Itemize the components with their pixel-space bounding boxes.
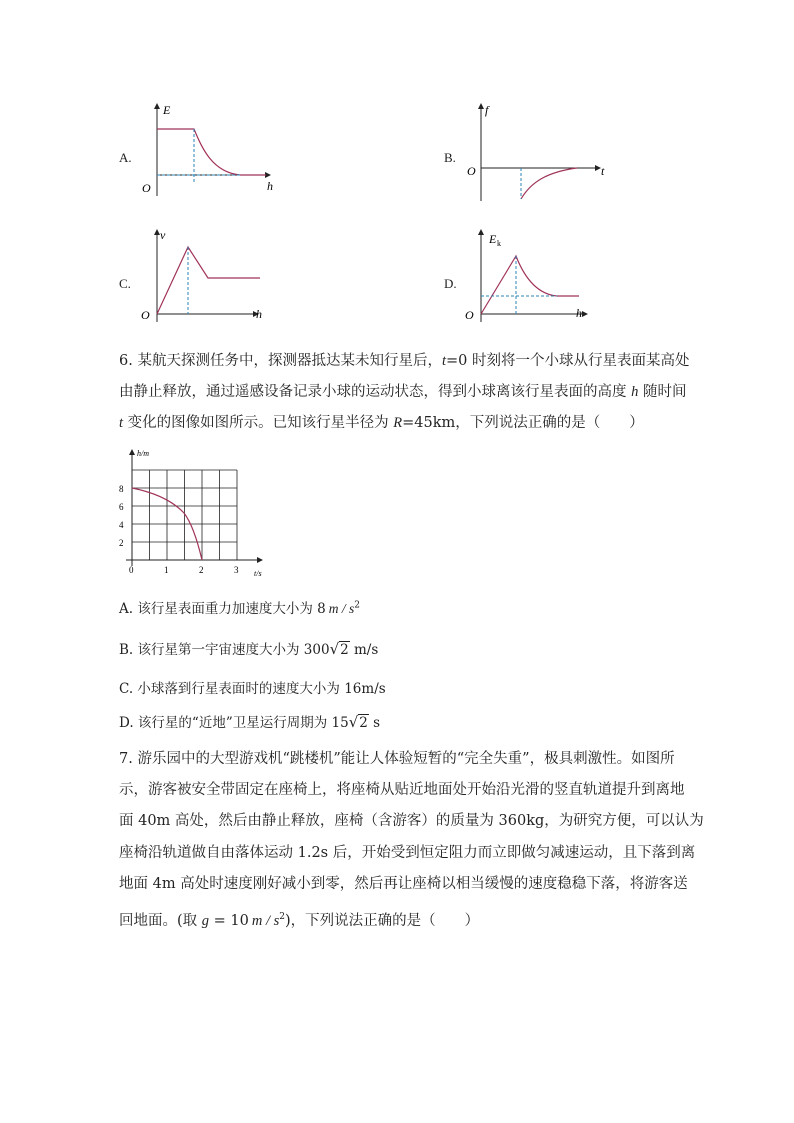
q6-option-b[interactable]: B. 该行星第一宇宙速度大小为 300√2 m/s bbox=[119, 640, 379, 658]
x-axis-label: t bbox=[601, 164, 605, 178]
graph-b bbox=[465, 96, 615, 206]
graph-d bbox=[465, 222, 615, 332]
q6-option-d[interactable]: D. 该行星的“近地”卫星运行周期为 15√2 s bbox=[119, 713, 381, 731]
q6-option-a[interactable]: A. 该行星表面重力加速度大小为 8 m / $s^2$ bbox=[119, 600, 360, 617]
y-tick-8: 8 bbox=[119, 484, 124, 494]
origin-label: O bbox=[141, 308, 150, 322]
q7-line-5: 地面 4m 高处时速度刚好减小到零，然后再让座椅以相当缓慢的速度稳稳下落，将游客送 bbox=[119, 876, 688, 892]
curve bbox=[157, 129, 266, 175]
grid bbox=[132, 470, 237, 560]
q7-line-4: 座椅沿轨道做自由落体运动 1.2s 后，开始受到恒定阻力而立即做匀减速运动，且下落到离 bbox=[119, 845, 696, 861]
y-axis-label: h/m bbox=[137, 449, 149, 458]
y-tick-6: 6 bbox=[119, 502, 124, 512]
graph-c bbox=[130, 222, 280, 332]
q7-line-3: 面 40m 高处，然后由静止释放，座椅（含游客）的质量为 360kg，为研究方便，可以认为 bbox=[119, 813, 704, 829]
y-axis-label: v bbox=[160, 228, 166, 242]
curve bbox=[521, 168, 577, 199]
graph-d-label: D. bbox=[444, 276, 457, 291]
y-axis-label: f bbox=[485, 103, 489, 117]
x-axis-label: h bbox=[256, 307, 262, 321]
q7-line-2: 示，游客被安全带固定在座椅上，将座椅从贴近地面处开始沿光滑的竖直轨道提升到离地 bbox=[119, 782, 685, 798]
y-tick-4: 4 bbox=[119, 520, 124, 530]
q7-line-6: 回地面。(取 g = 10 m / $s^2$)，下列说法正确的是（ ） bbox=[119, 912, 480, 929]
q6-line-3: t 变化的图像如图所示。已知该行星半径为 R=45km，下列说法正确的是（ ） bbox=[119, 415, 644, 431]
x-axis-label: h bbox=[576, 306, 582, 320]
x-axis-label: t/s bbox=[254, 569, 262, 578]
origin-label: O bbox=[142, 181, 151, 195]
x-axis-label: h bbox=[267, 179, 273, 193]
sqrt-symbol: √2 bbox=[329, 640, 349, 658]
graph-a bbox=[130, 96, 280, 206]
graph-a-label: A. bbox=[119, 150, 132, 165]
q6-chart bbox=[112, 444, 272, 579]
y-tick-2: 2 bbox=[119, 538, 124, 548]
curve bbox=[481, 256, 579, 314]
sqrt-symbol: √2 bbox=[348, 713, 368, 731]
y-axis-subscript: k bbox=[497, 239, 501, 248]
q6-line-1: 6. 某航天探测任务中，探测器抵达某未知行星后，t=0 时刻将一个小球从行星表面某高处 bbox=[119, 353, 690, 369]
x-tick-2: 2 bbox=[199, 565, 204, 575]
y-axis-label: E bbox=[163, 103, 171, 117]
y-axis-label: E bbox=[489, 232, 497, 246]
x-tick-0: 0 bbox=[129, 565, 134, 575]
graph-c-label: C. bbox=[119, 276, 131, 291]
q6-option-c[interactable]: C. 小球落到行星表面时的速度大小为 16m/s bbox=[119, 681, 386, 697]
q7-line-1: 7. 游乐园中的大型游戏机“跳楼机”能让人体验短暂的“完全失重”，极具刺激性。如图所 bbox=[119, 751, 675, 767]
x-tick-3: 3 bbox=[234, 565, 239, 575]
x-tick-1: 1 bbox=[164, 565, 169, 575]
curve bbox=[157, 247, 260, 314]
origin-label: O bbox=[465, 308, 474, 322]
q6-line-2: 由静止释放，通过遥感设备记录小球的运动状态，得到小球离该行星表面的高度 h 随时间 bbox=[119, 384, 687, 400]
graph-b-label: B. bbox=[444, 150, 456, 165]
origin-label: O bbox=[467, 164, 476, 178]
